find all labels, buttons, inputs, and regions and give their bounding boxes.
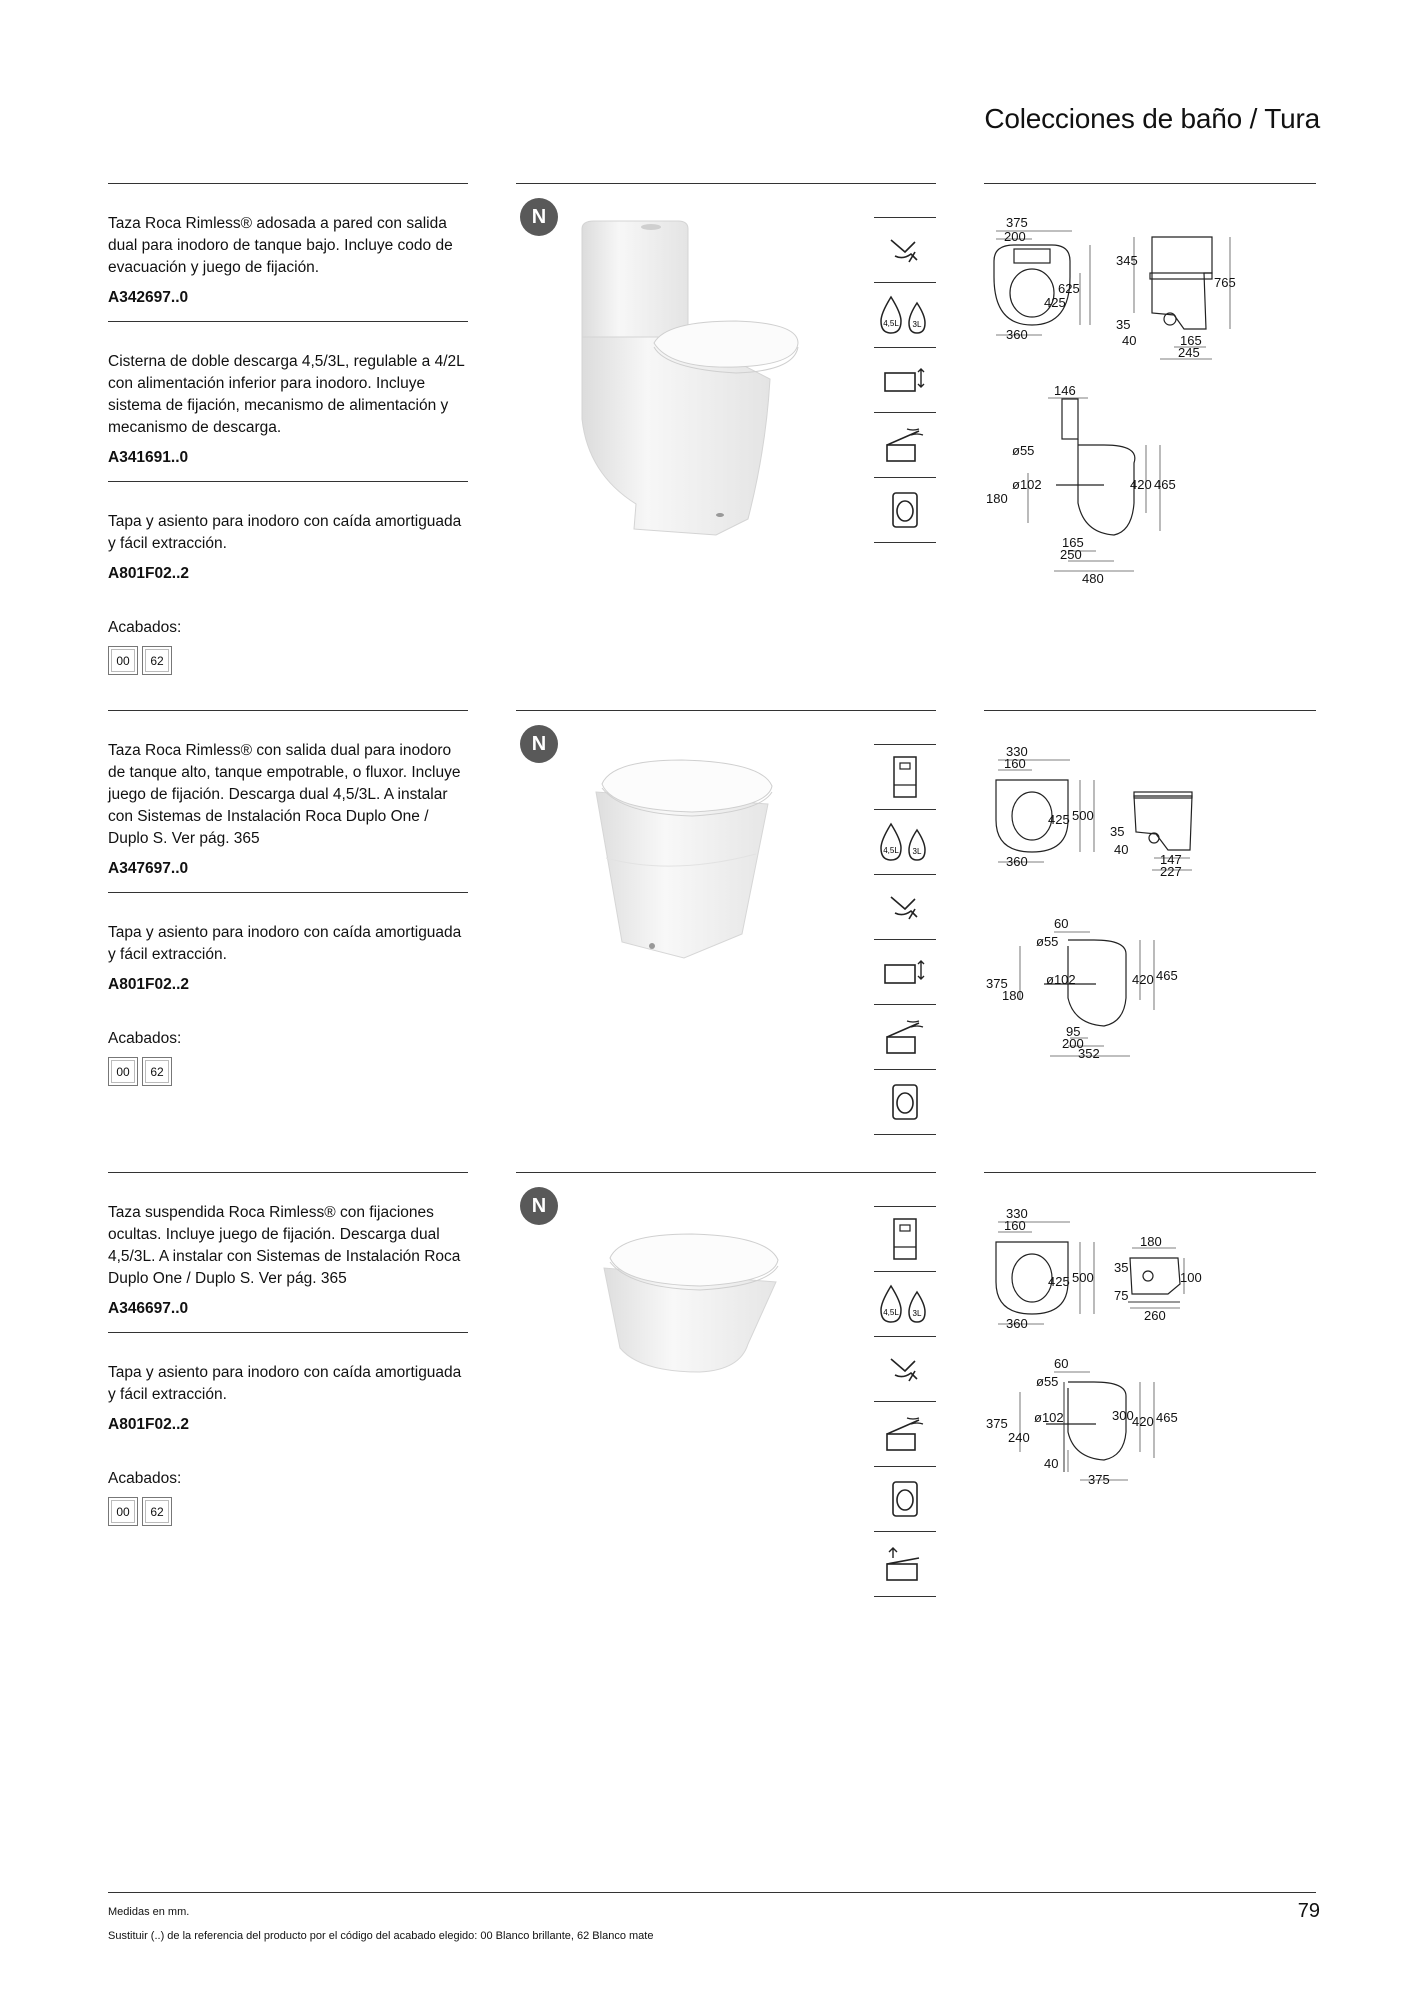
dimension-drawing	[984, 213, 1316, 593]
item-code: A341691..0	[108, 449, 189, 466]
finishes	[108, 1008, 468, 1086]
dual-flush-icon	[874, 810, 936, 875]
svg-text:100: 100	[1180, 1270, 1202, 1285]
easy-removal-seat-icon	[874, 1402, 936, 1467]
finishes-label: Acabados:	[108, 1470, 182, 1487]
item-description: Tapa y asiento para inodoro con caída amortiguada y fácil extracción.	[108, 1364, 462, 1403]
product-text-column	[108, 1172, 468, 1526]
item-code: A801F02..2	[108, 1416, 189, 1433]
wall-hung-toilet-image	[600, 1232, 800, 1382]
footer-note-units: Medidas en mm.	[108, 1906, 190, 1918]
soft-close-seat-icon	[874, 348, 936, 413]
rimless-icon	[874, 478, 936, 543]
dimension-drawing	[984, 740, 1316, 1060]
svg-text:375: 375	[1006, 215, 1028, 230]
svg-text:625: 625	[1058, 281, 1080, 296]
svg-text:480: 480	[1082, 571, 1104, 586]
svg-text:420: 420	[1132, 1414, 1154, 1429]
svg-text:330: 330	[1006, 1206, 1028, 1221]
svg-text:3L: 3L	[912, 320, 922, 329]
svg-text:227: 227	[1160, 864, 1182, 879]
technical-drawing	[984, 213, 1316, 598]
svg-text:180: 180	[986, 491, 1008, 506]
svg-text:180: 180	[1140, 1234, 1162, 1249]
installation-frame-icon	[874, 1206, 936, 1272]
item-description: Tapa y asiento para inodoro con caída amortiguada y fácil extracción.	[108, 513, 462, 552]
wall-hung-lift-icon	[874, 1532, 936, 1597]
finishes-label: Acabados:	[108, 1030, 182, 1047]
page-title: Colecciones de baño / Tura	[984, 103, 1320, 134]
rimless-icon	[874, 1070, 936, 1135]
svg-text:75: 75	[1114, 1288, 1129, 1303]
svg-text:420: 420	[1132, 972, 1154, 987]
svg-text:ø102: ø102	[1034, 1410, 1064, 1425]
svg-text:465: 465	[1154, 477, 1176, 492]
feature-icons	[874, 744, 936, 1135]
svg-text:500: 500	[1072, 808, 1094, 823]
product-section-1	[108, 183, 1316, 683]
svg-text:360: 360	[1006, 854, 1028, 869]
svg-text:35: 35	[1116, 317, 1131, 332]
svg-text:200: 200	[1004, 229, 1026, 244]
svg-text:345: 345	[1116, 253, 1138, 268]
svg-text:ø55: ø55	[1036, 934, 1059, 949]
item-code: A347697..0	[108, 860, 189, 877]
svg-text:330: 330	[1006, 744, 1028, 759]
svg-text:165: 165	[1062, 535, 1084, 550]
svg-text:160: 160	[1004, 1218, 1026, 1233]
item-code: A801F02..2	[108, 976, 189, 993]
easy-removal-seat-icon	[874, 413, 936, 478]
svg-text:260: 260	[1144, 1308, 1166, 1323]
product-item	[108, 710, 468, 893]
easy-removal-seat-icon	[874, 1005, 936, 1070]
dimension-drawing	[984, 1202, 1316, 1502]
product-item	[108, 322, 468, 482]
product-section-3	[108, 1172, 1316, 1632]
product-item	[108, 1333, 468, 1448]
svg-text:95: 95	[1066, 1024, 1081, 1039]
finish-swatch-00[interactable]: 00	[108, 646, 138, 675]
svg-text:375: 375	[1088, 1472, 1110, 1487]
product-item	[108, 482, 468, 597]
svg-text:165: 165	[1180, 333, 1202, 348]
svg-text:40: 40	[1044, 1456, 1059, 1471]
item-description: Cisterna de doble descarga 4,5/3L, regulable a 4/2L con alimentación inferior para inodoro. Incluye sistema de fijación, mecanismo de alimentación y mecanismo de descarga.	[108, 353, 465, 436]
finishes	[108, 597, 468, 675]
svg-text:35: 35	[1114, 1260, 1129, 1275]
svg-text:3L: 3L	[912, 1309, 922, 1318]
soft-close-seat-icon	[874, 940, 936, 1005]
svg-text:425: 425	[1048, 812, 1070, 827]
svg-text:4,5L: 4,5L	[883, 319, 899, 328]
back-to-wall-toilet-image	[592, 758, 802, 968]
svg-text:4,5L: 4,5L	[883, 846, 899, 855]
product-text-column	[108, 710, 468, 1086]
svg-text:146: 146	[1054, 383, 1076, 398]
item-code: A801F02..2	[108, 565, 189, 582]
svg-text:ø55: ø55	[1036, 1374, 1059, 1389]
flush-hand-icon	[874, 875, 936, 940]
svg-text:147: 147	[1160, 852, 1182, 867]
svg-text:ø102: ø102	[1012, 477, 1042, 492]
finish-swatch-62[interactable]: 62	[142, 646, 172, 675]
svg-text:425: 425	[1044, 295, 1066, 310]
dual-flush-icon	[874, 283, 936, 348]
svg-text:200: 200	[1062, 1036, 1084, 1051]
svg-text:180: 180	[1002, 988, 1024, 1003]
product-photo	[516, 183, 936, 543]
svg-text:425: 425	[1048, 1274, 1070, 1289]
new-badge: N	[520, 725, 558, 763]
item-description: Taza suspendida Roca Rimless® con fijaciones ocultas. Incluye juego de fijación. Descarga dual 4,5/3L. A instalar con Sistemas de Instalación Roca Duplo One / Duplo S. Ver pág. 365	[108, 1204, 461, 1287]
product-text-column	[108, 183, 468, 675]
feature-icons	[874, 217, 936, 543]
product-photo	[516, 710, 936, 970]
item-description: Taza Roca Rimless® adosada a pared con salida dual para inodoro de tanque bajo. Incluye codo de evacuación y juego de fijación.	[108, 215, 453, 276]
feature-icons	[874, 1206, 936, 1597]
finish-swatch-00[interactable]: 00	[108, 1057, 138, 1086]
svg-text:465: 465	[1156, 1410, 1178, 1425]
finishes-label: Acabados:	[108, 619, 182, 636]
svg-text:40: 40	[1114, 842, 1129, 857]
footer-divider	[108, 1892, 1316, 1893]
item-description: Taza Roca Rimless® con salida dual para inodoro de tanque alto, tanque empotrable, o fluxor. Incluye juego de fijación. Descarga dual 4,5/3L. A instalar con Sistemas de Instalación Roca Duplo One / Duplo S. Ver pág. 365	[108, 742, 461, 847]
svg-text:3L: 3L	[912, 847, 922, 856]
svg-text:160: 160	[1004, 756, 1026, 771]
finishes	[108, 1448, 468, 1526]
product-section-2	[108, 710, 1316, 1150]
flush-hand-icon	[874, 217, 936, 283]
new-badge: N	[520, 1187, 558, 1225]
product-item	[108, 183, 468, 322]
svg-text:465: 465	[1156, 968, 1178, 983]
new-badge: N	[520, 198, 558, 236]
svg-text:245: 245	[1178, 345, 1200, 360]
svg-text:420: 420	[1130, 477, 1152, 492]
svg-text:250: 250	[1060, 547, 1082, 562]
finish-swatch-62[interactable]: 62	[142, 1057, 172, 1086]
svg-text:300: 300	[1112, 1408, 1134, 1423]
close-coupled-toilet-image	[566, 219, 826, 549]
item-code: A346697..0	[108, 1300, 189, 1317]
dual-flush-icon	[874, 1272, 936, 1337]
svg-text:500: 500	[1072, 1270, 1094, 1285]
svg-text:4,5L: 4,5L	[883, 1308, 899, 1317]
product-item	[108, 893, 468, 1008]
svg-text:60: 60	[1054, 1356, 1069, 1371]
flush-hand-icon	[874, 1337, 936, 1402]
item-description: Tapa y asiento para inodoro con caída amortiguada y fácil extracción.	[108, 924, 462, 963]
page-number: 79	[1297, 1900, 1320, 1922]
product-photo	[516, 1172, 936, 1432]
rimless-icon	[874, 1467, 936, 1532]
product-item	[108, 1172, 468, 1333]
svg-text:ø102: ø102	[1046, 972, 1076, 987]
svg-text:765: 765	[1214, 275, 1236, 290]
item-code: A342697..0	[108, 289, 189, 306]
svg-text:375: 375	[986, 1416, 1008, 1431]
svg-text:360: 360	[1006, 327, 1028, 342]
svg-text:60: 60	[1054, 916, 1069, 931]
footer-note-finishes: Sustituir (..) de la referencia del producto por el código del acabado elegido: 00 Blanco brillante, 62 Blanco mate	[108, 1930, 654, 1942]
svg-text:360: 360	[1006, 1316, 1028, 1331]
technical-drawing	[984, 740, 1316, 1065]
installation-frame-icon	[874, 744, 936, 810]
svg-text:ø55: ø55	[1012, 443, 1035, 458]
svg-text:40: 40	[1122, 333, 1137, 348]
svg-text:240: 240	[1008, 1430, 1030, 1445]
finish-swatch-62[interactable]: 62	[142, 1497, 172, 1526]
finish-swatch-00[interactable]: 00	[108, 1497, 138, 1526]
svg-text:35: 35	[1110, 824, 1125, 839]
svg-text:375: 375	[986, 976, 1008, 991]
technical-drawing	[984, 1202, 1316, 1507]
svg-text:352: 352	[1078, 1046, 1100, 1060]
